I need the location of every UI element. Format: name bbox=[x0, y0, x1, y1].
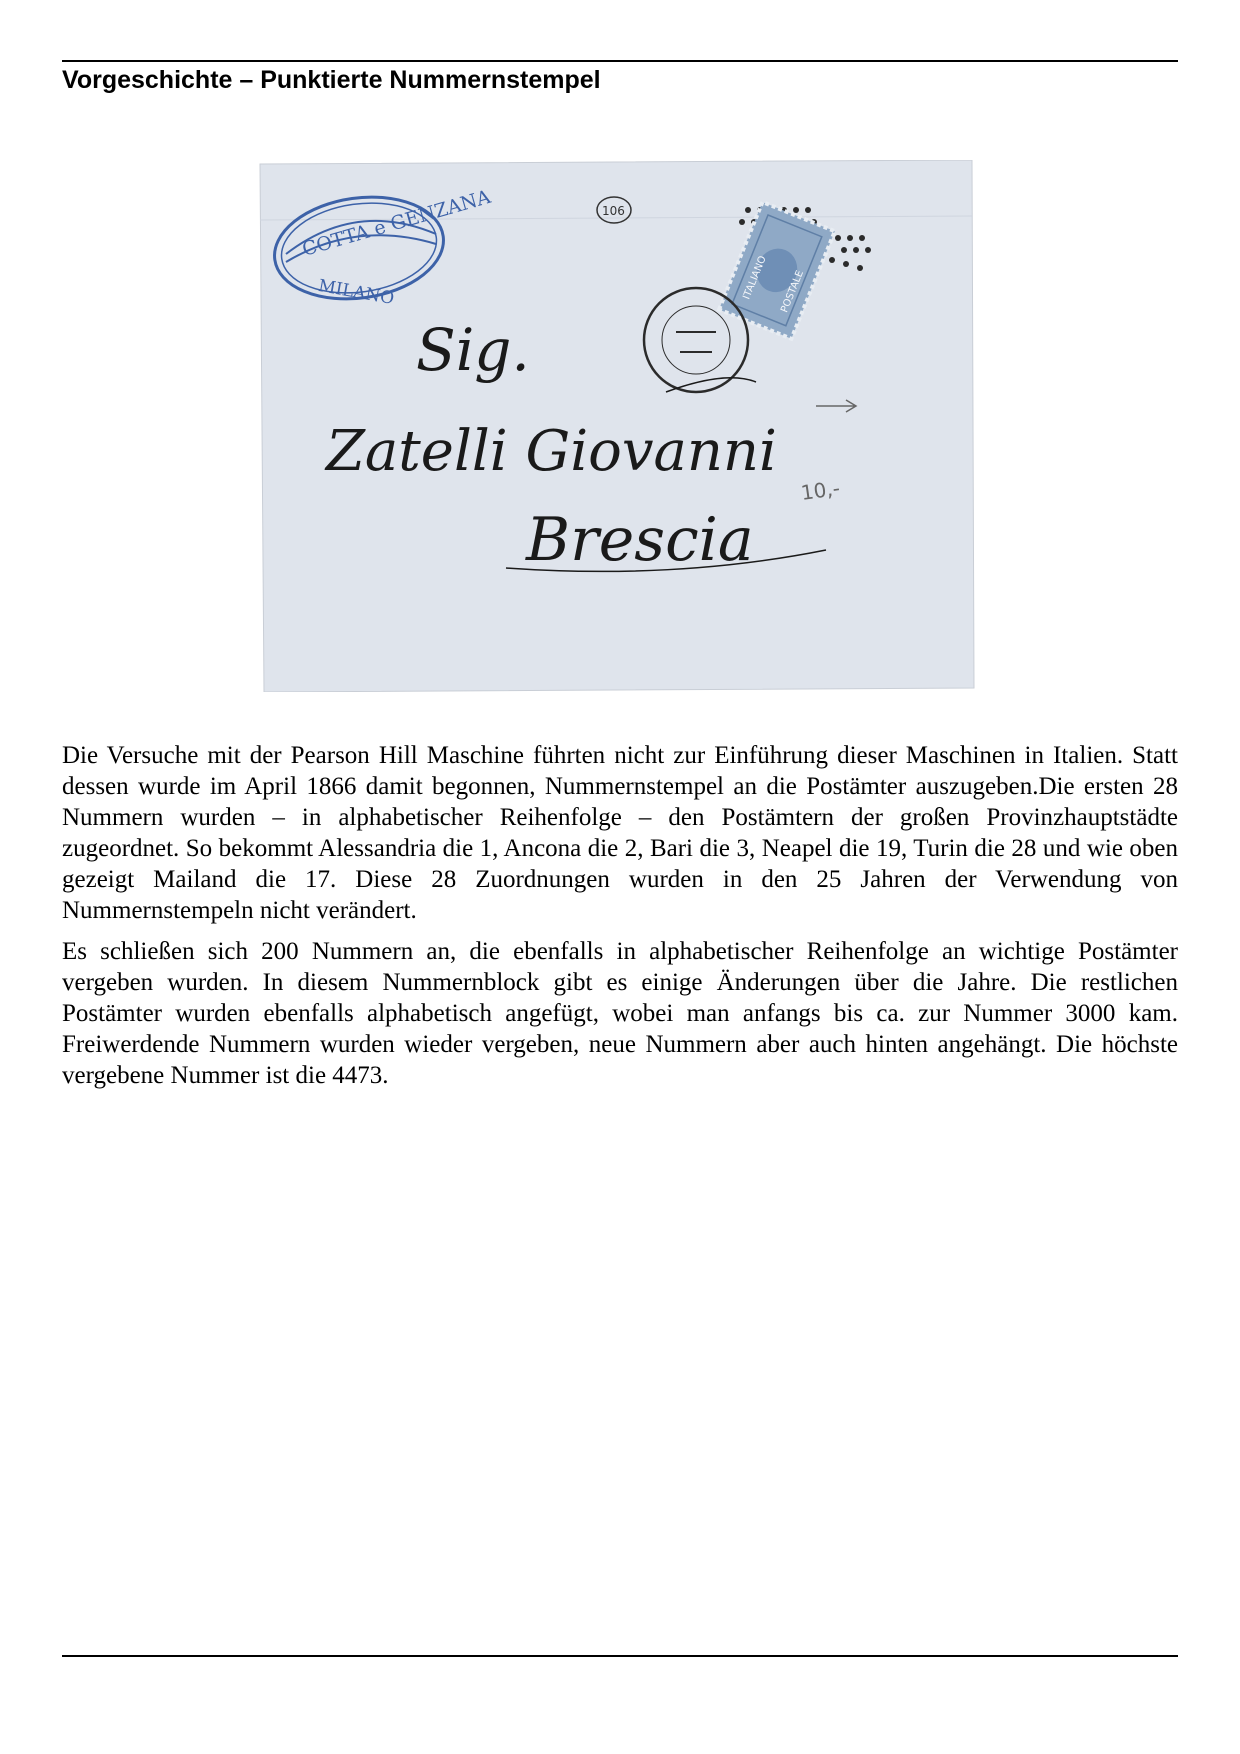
paragraph-1: Die Versuche mit der Pearson Hill Maschine führten nicht zur Einführung dieser Maschinen in Italien. Statt dessen wurde im April 1866 damit begonnen, Nummernstempel an die Postämter auszugeben.Die ersten 28 Nummern wurden – in alphabetischer Reihenfolge – den Postämtern der großen Provinzhauptstädte zugeordnet. So bekommt Alessandria die 1, Ancona die 2, Bari die 3, Neapel die 19, Turin die 28 und wie oben gezeigt Mailand die 17. Diese 28 Zuordnungen wurden in den 25 Jahren der Verwendung von Nummernstempeln nicht verändert. bbox=[62, 742, 1178, 924]
cachet-line1: COTTA e GENZANA bbox=[299, 185, 494, 261]
letter-cover-image bbox=[256, 160, 976, 692]
address-line2: Zatelli Giovanni bbox=[326, 419, 777, 484]
address-line3: Brescia bbox=[526, 505, 754, 575]
stamp-top-text: ITALIANO bbox=[741, 254, 769, 302]
pencil-mark: 106 bbox=[602, 204, 625, 218]
page-title: Vorgeschichte – Punktierte Nummernstempel bbox=[62, 66, 601, 94]
top-rule bbox=[62, 60, 1178, 62]
address-line1: Sig. bbox=[416, 316, 530, 384]
body-text bbox=[62, 740, 1178, 1101]
bottom-rule bbox=[62, 1655, 1178, 1657]
paragraph-2: Es schließen sich 200 Nummern an, die ebenfalls in alphabetischer Reihenfolge an wichtige Postämter vergeben wurden. In diesem Nummernblock gibt es einige Änderungen über die Jahre. Die restlichen Postämter wurden ebenfalls alphabetisch angefügt, wobei man anfangs bis ca. zur Nummer 3000 kam. Freiwerdende Nummern wurden wieder vergeben, neue Nummern aber auch hinten angehängt. Die höchste vergebene Nummer ist die 4473. bbox=[62, 938, 1178, 1089]
cachet-line2: MILANO bbox=[316, 276, 396, 309]
stamp-bottom-text: POSTALE bbox=[779, 269, 807, 315]
pencil-price-note: 10,- bbox=[799, 475, 842, 505]
